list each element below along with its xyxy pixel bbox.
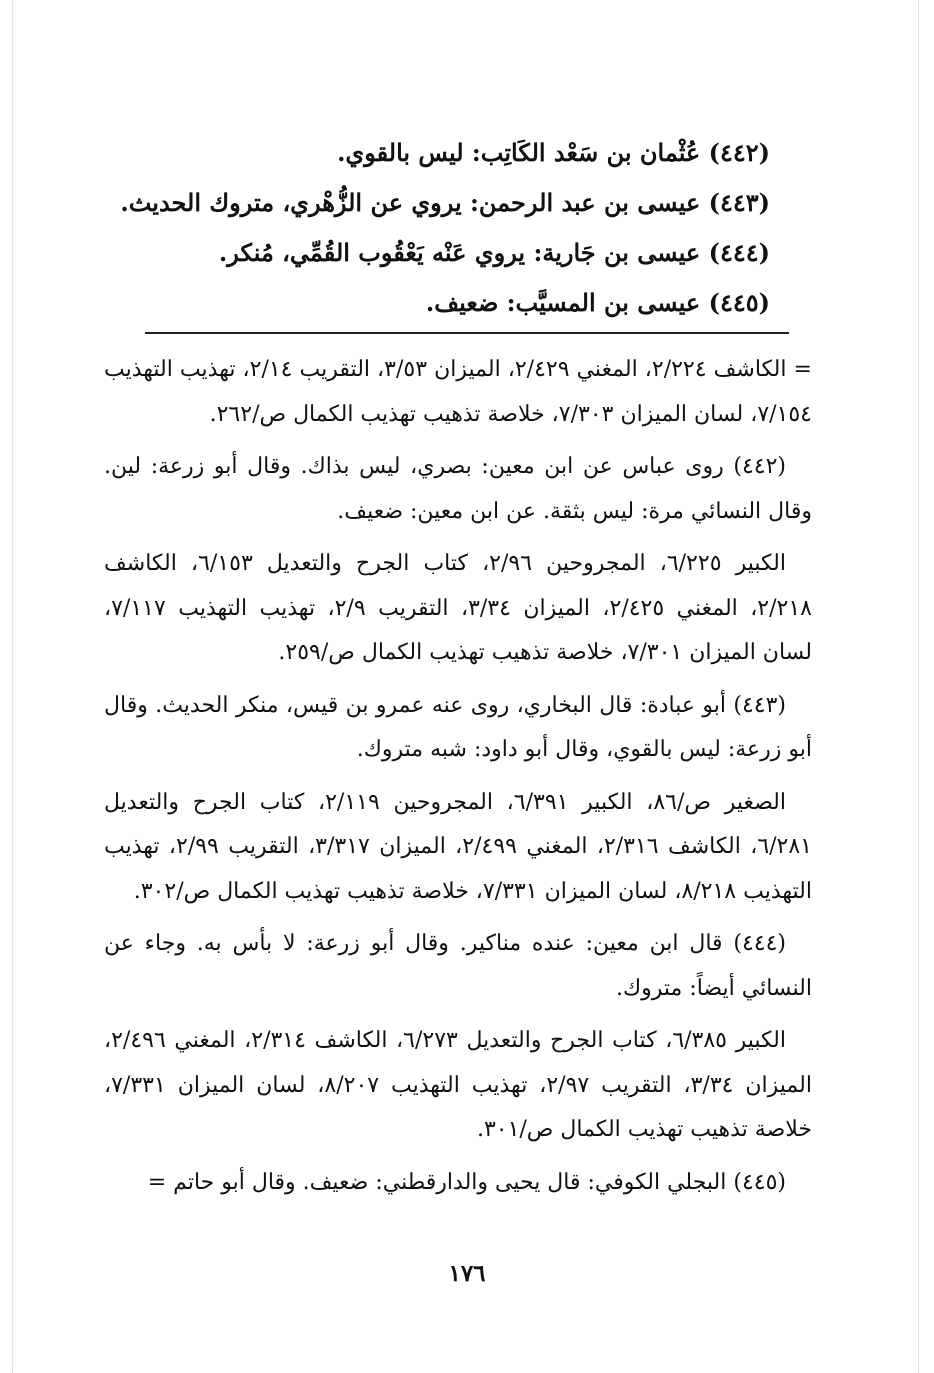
entry-444: (٤٤٤) عيسى بن جَارية: يروي عَنْه يَعْقُوب القُمِّي، مُنكر.	[218, 238, 770, 267]
scan-edge-left	[12, 0, 13, 1373]
footnote-442: (٤٤٢) روى عباس عن ابن معين: بصري، ليس بذاك. وقال أبو زرعة: لين. وقال النسائي مرة: ليس بثقة. عن ابن معين: ضعيف.	[104, 454, 812, 524]
footnote-444: (٤٤٤) قال ابن معين: عنده مناكير. وقال أبو زرعة: لا بأس به. وجاء عن النسائي أيضاً: متروك.	[104, 931, 812, 1001]
footnote-442-sources: الكبير ٦/٢٢٥، المجروحين ٢/٩٦، كتاب الجرح والتعديل ٦/١٥٣، الكاشف ٢/٢١٨، المغني ٢/٤٢٥، الميزان ٣/٣٤، التقريب ٢/٩، تهذيب التهذيب ٧/١١٧، لسان الميزان ٧/٣٠١، خلاصة تذهيب تهذيب الكمال ص/٢٥٩.	[104, 551, 812, 665]
page-number: ١٧٦	[448, 1260, 486, 1287]
footnote-separator	[145, 332, 789, 334]
entry-445: (٤٤٥) عيسى بن المسيَّب: ضعيف.	[425, 288, 770, 317]
footnote-443: (٤٤٣) أبو عبادة: قال البخاري، روى عنه عمرو بن قيس، منكر الحديث. وقال أبو زرعة: ليس بالقوي، وقال أبو داود: شبه متروك.	[104, 692, 812, 762]
scan-edge-right	[918, 0, 919, 1373]
entry-443: (٤٤٣) عيسى بن عبد الرحمن: يروي عن الزُّهْري، متروك الحديث.	[120, 188, 770, 217]
footnote-445: (٤٤٥) البجلي الكوفي: قال يحيى والدارقطني: ضعيف. وقال أبو حاتم =	[147, 1169, 786, 1195]
narrator-entries	[120, 128, 770, 328]
footnote-444-sources: الكبير ٦/٣٨٥، كتاب الجرح والتعديل ٦/٢٧٣، الكاشف ٢/٣١٤، المغني ٢/٤٩٦، الميزان ٣/٣٤، التقريب ٢/٩٧، تهذيب التهذيب ٨/٢٠٧، لسان الميزان ٧/٣٣١، خلاصة تذهيب تهذيب الكمال ص/٣٠١.	[104, 1028, 812, 1142]
footnote-443-sources: الصغير ص/٨٦، الكبير ٦/٣٩١، المجروحين ٢/١١٩، كتاب الجرح والتعديل ٦/٢٨١، الكاشف ٢/٣١٦، المغني ٢/٤٩٩، الميزان ٣/٣١٧، التقريب ٢/٩٩، تهذيب التهذيب ٨/٢١٨، لسان الميزان ٧/٣٣١، خلاصة تذهيب تهذيب الكمال ص/٣٠٢.	[104, 789, 812, 904]
footnotes	[104, 348, 812, 1213]
entry-442: (٤٤٢) عُثْمان بن سَعْد الكَاتِب: ليس بالقوي.	[337, 138, 770, 167]
footnote-continuation: = الكاشف ٢/٢٢٤، المغني ٢/٤٢٩، الميزان ٣/٥٣، التقريب ٢/١٤، تهذيب التهذيب ٧/١٥٤، لسان الميزان ٧/٣٠٣، خلاصة تذهيب تهذيب الكمال ص/٢٦٢.	[104, 357, 812, 427]
